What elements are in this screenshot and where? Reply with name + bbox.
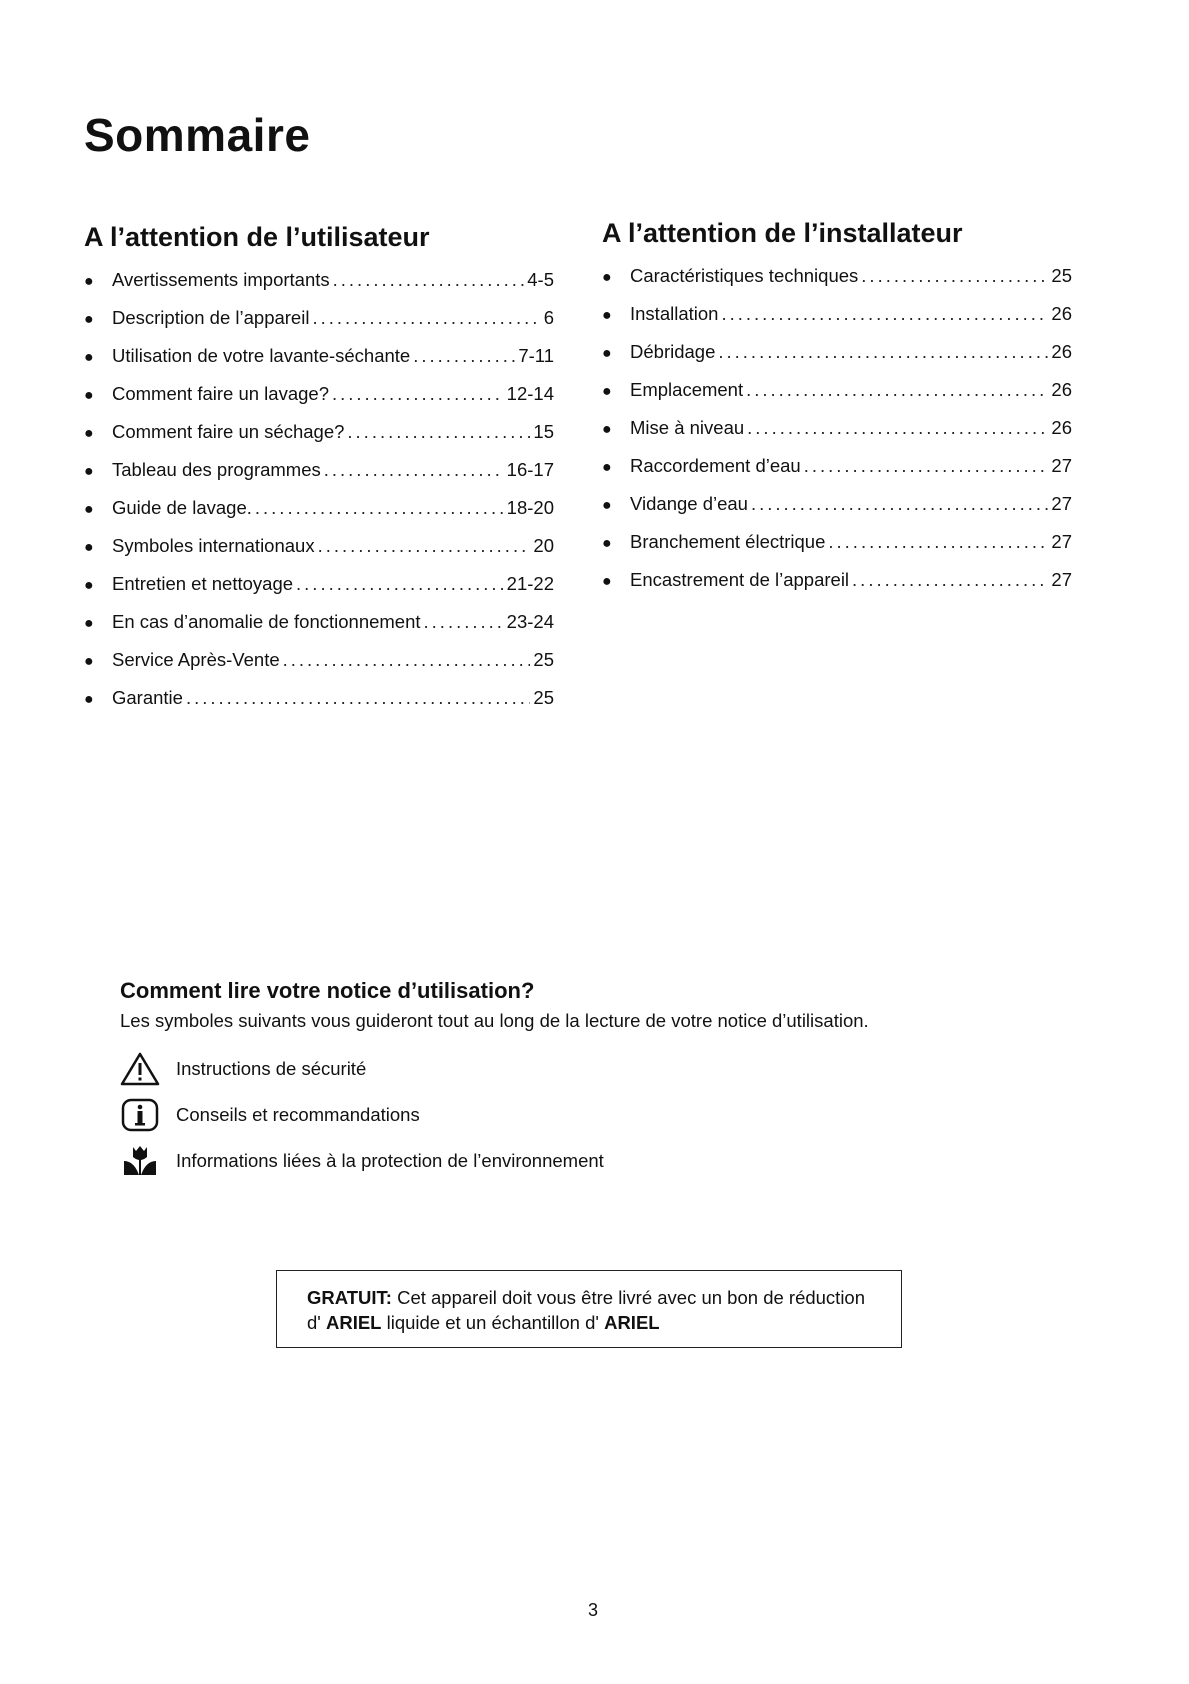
toc-entry (84, 269, 554, 307)
toc-entry-label: Comment faire un séchage? (112, 421, 345, 442)
toc-entry (602, 303, 1072, 341)
dot-leader (186, 687, 530, 709)
toc-entry (84, 307, 554, 345)
toc-entry-pages: 7-11 (518, 345, 554, 366)
toc-entry-pages: 6 (543, 307, 554, 328)
symbol-label-safety: Instructions de sécurité (176, 1058, 367, 1079)
toc-entry-label: Garantie (112, 687, 183, 708)
toc-entry (602, 455, 1072, 493)
toc-entry-pages: 25 (533, 687, 554, 708)
toc-entry-pages: 27 (1051, 455, 1072, 476)
bullet-icon: ● (84, 653, 94, 670)
bullet-icon: ● (84, 501, 94, 518)
dot-leader (424, 611, 504, 633)
bullet-icon: ● (84, 691, 94, 708)
howto-intro: Les symboles suivants vous guideront tout au long de la lecture de votre notice d’utilisation. (120, 1010, 869, 1031)
symbol-row-info (120, 1092, 1020, 1138)
symbol-row-environment (120, 1138, 1020, 1184)
info-icon (120, 1097, 176, 1133)
dot-leader (746, 379, 1048, 401)
notice-text-2: liquide et un échantillon d' (381, 1312, 605, 1333)
notice-brand-2: ARIEL (604, 1312, 660, 1333)
toc-entry-label: Guide de lavage. (112, 497, 252, 518)
toc-entry (84, 611, 554, 649)
toc-entry (602, 417, 1072, 455)
toc-entry-label: Entretien et nettoyage (112, 573, 294, 594)
bullet-icon: ● (602, 573, 612, 590)
toc-entry (84, 649, 554, 687)
toc-entry-pages: 18-20 (506, 497, 554, 518)
toc-entry-label: Utilisation de votre lavante-séchante (112, 345, 411, 366)
toc-entry-pages: 15 (533, 421, 554, 442)
bullet-icon: ● (602, 383, 612, 400)
dot-leader (332, 383, 504, 405)
page-number: 3 (588, 1600, 599, 1620)
toc-entry-label: Tableau des programmes (112, 459, 321, 480)
toc-entry (84, 345, 554, 383)
toc-entry-pages: 21-22 (506, 573, 554, 594)
bullet-icon: ● (84, 387, 94, 404)
notice-text-1: Cet appareil doit vous être livré avec un bon de réduction d' (307, 1287, 866, 1333)
toc-entry-pages: 25 (533, 649, 554, 670)
toc-entry-label: Débridage (630, 341, 716, 362)
toc-entry-pages: 27 (1051, 569, 1072, 590)
symbol-label-info: Conseils et recommandations (176, 1104, 420, 1125)
notice-lead: GRATUIT: (307, 1287, 392, 1308)
bullet-icon: ● (602, 269, 612, 286)
bullet-icon: ● (84, 577, 94, 594)
toc-entry (602, 569, 1072, 607)
toc-entry-pages: 20 (533, 535, 554, 556)
dot-leader (318, 535, 531, 557)
symbol-row-safety (120, 1046, 1020, 1092)
toc-entry (84, 421, 554, 459)
dot-leader (312, 307, 540, 329)
toc-entry-label: Installation (630, 303, 719, 324)
user-section-heading: A l’attention de l’utilisateur (84, 222, 430, 252)
toc-entry-pages: 25 (1051, 265, 1072, 286)
toc-entry-label: Mise à niveau (630, 417, 745, 438)
toc-entry-label: Avertissements importants (112, 269, 330, 290)
dot-leader (296, 573, 504, 595)
bullet-icon: ● (84, 273, 94, 290)
toc-entry-pages: 16-17 (506, 459, 554, 480)
toc-entry-label: Raccordement d’eau (630, 455, 801, 476)
dot-leader (324, 459, 504, 481)
toc-entry-label: Service Après-Vente (112, 649, 280, 670)
toc-entry-pages: 27 (1051, 531, 1072, 552)
toc-entry-label: Encastrement de l’appareil (630, 569, 850, 590)
toc-entry-label: Description de l’appareil (112, 307, 310, 328)
dot-leader (283, 649, 531, 671)
toc-entry (84, 459, 554, 497)
bullet-icon: ● (602, 421, 612, 438)
toc-entry-label: Symboles internationaux (112, 535, 315, 556)
dot-leader (828, 531, 1048, 553)
toc-entry (602, 379, 1072, 417)
bullet-icon: ● (602, 535, 612, 552)
dot-leader (747, 417, 1048, 439)
toc-entry (84, 687, 554, 725)
toc-entry (602, 493, 1072, 531)
free-offer-notice (276, 1270, 902, 1348)
toc-entry-pages: 26 (1051, 417, 1072, 438)
page-title: Sommaire (84, 109, 311, 161)
user-toc-list (84, 269, 554, 725)
dot-leader (804, 455, 1049, 477)
bullet-icon: ● (84, 349, 94, 366)
dot-leader (852, 569, 1048, 591)
bullet-icon: ● (84, 311, 94, 328)
symbol-label-environment: Informations liées à la protection de l’environnement (176, 1150, 604, 1171)
bullet-icon: ● (84, 463, 94, 480)
toc-entry (602, 265, 1072, 303)
warning-triangle-icon (120, 1051, 176, 1087)
notice-brand-1: ARIEL (325, 1312, 382, 1333)
installer-toc-list (602, 265, 1072, 607)
toc-entry-pages: 27 (1051, 493, 1072, 514)
bullet-icon: ● (602, 497, 612, 514)
installer-section-heading: A l’attention de l’installateur (602, 218, 963, 248)
dot-leader (333, 269, 525, 291)
dot-leader (751, 493, 1048, 515)
bullet-icon: ● (602, 307, 612, 324)
dot-leader (413, 345, 515, 367)
toc-entry-label: Vidange d’eau (630, 493, 748, 514)
toc-entry (84, 535, 554, 573)
toc-entry (602, 531, 1072, 569)
toc-entry (602, 341, 1072, 379)
dot-leader (861, 265, 1048, 287)
dot-leader (718, 341, 1048, 363)
toc-entry (84, 497, 554, 535)
toc-entry-label: Emplacement (630, 379, 744, 400)
toc-entry-pages: 23-24 (506, 611, 554, 632)
toc-entry-pages: 26 (1051, 379, 1072, 400)
howto-section (120, 978, 1020, 1184)
dot-leader (721, 303, 1048, 325)
toc-entry-pages: 26 (1051, 303, 1072, 324)
howto-heading: Comment lire votre notice d’utilisation? (120, 978, 535, 1003)
installer-section (602, 218, 1072, 607)
user-section (84, 222, 554, 725)
toc-entry (84, 383, 554, 421)
toc-entry-pages: 26 (1051, 341, 1072, 362)
dot-leader (347, 421, 530, 443)
toc-entry-pages: 12-14 (506, 383, 554, 404)
bullet-icon: ● (84, 615, 94, 632)
toc-entry-pages: 4-5 (527, 269, 554, 290)
bullet-icon: ● (602, 459, 612, 476)
bullet-icon: ● (84, 539, 94, 556)
toc-entry-label: Branchement électrique (630, 531, 826, 552)
dot-leader (255, 497, 504, 519)
toc-entry (84, 573, 554, 611)
toc-entry-label: Comment faire un lavage? (112, 383, 329, 404)
toc-entry-label: En cas d’anomalie de fonctionnement (112, 611, 421, 632)
environment-tulip-icon (120, 1143, 176, 1179)
bullet-icon: ● (602, 345, 612, 362)
bullet-icon: ● (84, 425, 94, 442)
toc-entry-label: Caractéristiques techniques (630, 265, 859, 286)
